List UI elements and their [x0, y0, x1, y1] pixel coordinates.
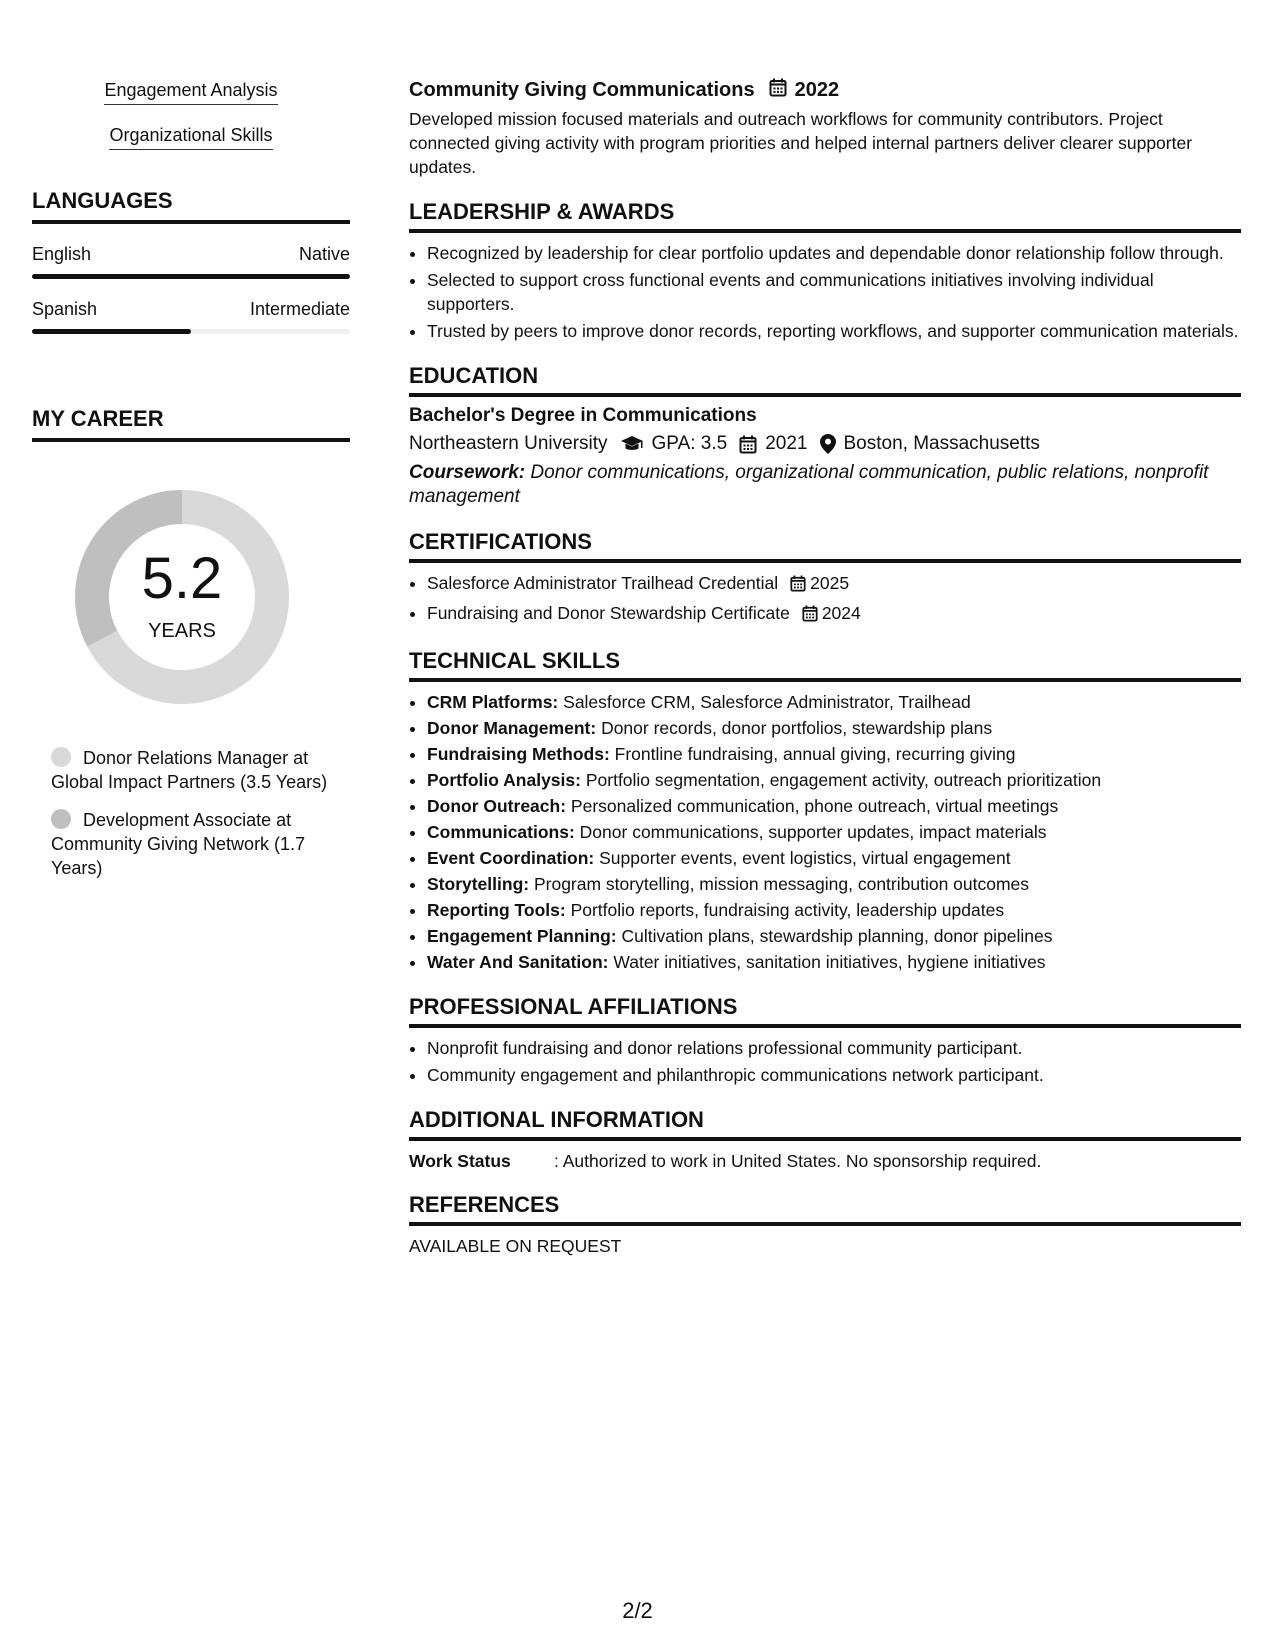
skill-row [427, 820, 1241, 844]
calendar-icon [739, 435, 757, 454]
skill-value: Donor communications, supporter updates, impact materials [579, 822, 1047, 842]
skill-value: Donor records, donor portfolios, stewardship plans [601, 718, 993, 738]
affiliations-heading: PROFESSIONAL AFFILIATIONS [409, 994, 1241, 1028]
skill-value: Frontline fundraising, annual giving, recurring giving [614, 744, 1016, 764]
career-unit: YEARS [148, 620, 216, 642]
skill-label: Storytelling: [427, 874, 530, 894]
skill-row [427, 924, 1241, 948]
skill-row [427, 846, 1241, 870]
skill-label: Water And Sanitation: [427, 952, 609, 972]
skill-label: Donor Outreach: [427, 796, 567, 816]
coursework-text: Donor communications, organizational communication, public relations, nonprofit management [409, 462, 1209, 507]
references-section [409, 1192, 1241, 1257]
main-content [409, 78, 1241, 1257]
calendar-icon [790, 574, 806, 598]
additional-info-heading: ADDITIONAL INFORMATION [409, 1107, 1241, 1141]
skill-label: Fundraising Methods: [427, 744, 610, 764]
list-item: • Selected to support cross functional events and communications initiatives involving individual supporters. [427, 268, 1241, 316]
references-heading: REFERENCES [409, 1192, 1241, 1226]
skill-tag: Organizational Skills [109, 125, 272, 150]
skill-row [427, 950, 1241, 974]
skill-value: Cultivation plans, stewardship planning, donor pipelines [621, 926, 1053, 946]
skill-label: Communications: [427, 822, 575, 842]
list-item: • Community engagement and philanthropic communications network participant. [427, 1063, 1241, 1087]
calendar-icon [802, 604, 818, 628]
education-coursework [409, 461, 1241, 509]
skill-value: Program storytelling, mission messaging, contribution outcomes [533, 874, 1030, 894]
work-status-value: : Authorized to work in United States. No sponsorship required. [554, 1151, 1042, 1171]
skill-value: Salesforce CRM, Salesforce Administrator, Trailhead [563, 692, 971, 712]
technical-skills-section [409, 648, 1241, 974]
project-entry [409, 78, 1241, 179]
certification-year: 2025 [810, 573, 850, 593]
language-bar-fill [32, 329, 191, 334]
references-text: AVAILABLE ON REQUEST [409, 1236, 622, 1256]
skill-label: Portfolio Analysis: [427, 770, 581, 790]
career-role [51, 746, 341, 794]
career-total: 5.2 [141, 546, 223, 611]
skill-label: Donor Management: [427, 718, 597, 738]
project-description: Developed mission focused materials and outreach workflows for community contributors. Project connected giving activity with program priorities and helped internal partners deliver clearer supporter updates. [409, 109, 1193, 177]
leadership-heading: LEADERSHIP & AWARDS [409, 199, 1241, 233]
certification-name: Fundraising and Donor Stewardship Certificate [427, 603, 790, 623]
skill-label: Event Coordination: [427, 848, 595, 868]
career-role-text: Development Associate at Community Giving Network (1.7 Years) [51, 810, 306, 878]
education-location: Boston, Massachusetts [843, 433, 1040, 454]
certification-year: 2024 [821, 603, 861, 623]
skill-row [427, 794, 1241, 818]
career-legend [51, 746, 341, 880]
leadership-section [409, 199, 1241, 343]
skill-value: Personalized communication, phone outreach, virtual meetings [570, 796, 1059, 816]
skill-row [427, 768, 1241, 792]
languages-heading: LANGUAGES [32, 188, 350, 224]
list-item: • Recognized by leadership for clear portfolio updates and dependable donor relationship follow through. [427, 241, 1241, 265]
skill-row [427, 690, 1241, 714]
technical-skills-heading: TECHNICAL SKILLS [409, 648, 1241, 682]
skill-value: Portfolio reports, fundraising activity, leadership updates [570, 900, 1005, 920]
career-section [32, 406, 350, 880]
location-pin-icon [820, 434, 836, 454]
certifications-section [409, 529, 1241, 628]
list-item: • Trusted by peers to improve donor records, reporting workflows, and supporter communication materials. [427, 319, 1241, 343]
language-item [32, 299, 350, 334]
coursework-label: Coursework: [409, 462, 526, 483]
language-item [32, 244, 350, 279]
education-school: Northeastern University [409, 433, 608, 454]
skill-value: Supporter events, event logistics, virtual engagement [599, 848, 1011, 868]
skill-tag: Engagement Analysis [104, 80, 277, 105]
education-year: 2021 [765, 433, 808, 454]
skills-tail [32, 80, 350, 150]
legend-dot [51, 809, 71, 829]
legend-dot [51, 747, 71, 767]
language-bar [32, 329, 350, 334]
project-title: Community Giving Communications [409, 79, 755, 101]
certification-name: Salesforce Administrator Trailhead Credential [427, 573, 779, 593]
languages-section [32, 188, 350, 334]
skill-label: Engagement Planning: [427, 926, 617, 946]
skill-value: Portfolio segmentation, engagement activity, outreach prioritization [585, 770, 1102, 790]
list-item [427, 601, 1241, 628]
skill-label: CRM Platforms: [427, 692, 559, 712]
language-name: Spanish [32, 299, 98, 319]
work-status-row [409, 1151, 1241, 1172]
page-number: 2/2 [622, 1598, 653, 1623]
skill-row [427, 742, 1241, 766]
language-level: Native [298, 244, 350, 264]
list-item [427, 571, 1241, 598]
career-heading: MY CAREER [32, 406, 350, 442]
work-status-label: Work Status [409, 1151, 511, 1171]
language-bar [32, 274, 350, 279]
additional-info-section [409, 1107, 1241, 1172]
language-bar-fill [32, 274, 350, 279]
skill-value: Water initiatives, sanitation initiatives, hygiene initiatives [613, 952, 1046, 972]
sidebar [32, 80, 350, 894]
skill-row [427, 898, 1241, 922]
skill-label: Reporting Tools: [427, 900, 566, 920]
calendar-icon [769, 78, 787, 103]
career-donut [67, 482, 297, 712]
affiliations-section [409, 994, 1241, 1087]
skill-row [427, 872, 1241, 896]
education-degree: Bachelor's Degree in Communications [409, 405, 757, 426]
technical-skills-list [409, 690, 1241, 974]
certifications-heading: CERTIFICATIONS [409, 529, 1241, 563]
career-role-text: Donor Relations Manager at Global Impact Partners (3.5 Years) [51, 748, 328, 792]
language-level: Intermediate [249, 299, 350, 319]
graduation-cap-icon [620, 435, 644, 453]
language-name: English [32, 244, 92, 264]
education-gpa: GPA: 3.5 [651, 433, 728, 454]
education-heading: EDUCATION [409, 363, 1241, 397]
list-item: • Nonprofit fundraising and donor relations professional community participant. [427, 1036, 1241, 1060]
skill-row [427, 716, 1241, 740]
education-section [409, 363, 1241, 509]
career-role [51, 808, 341, 880]
project-year: 2022 [794, 79, 840, 101]
